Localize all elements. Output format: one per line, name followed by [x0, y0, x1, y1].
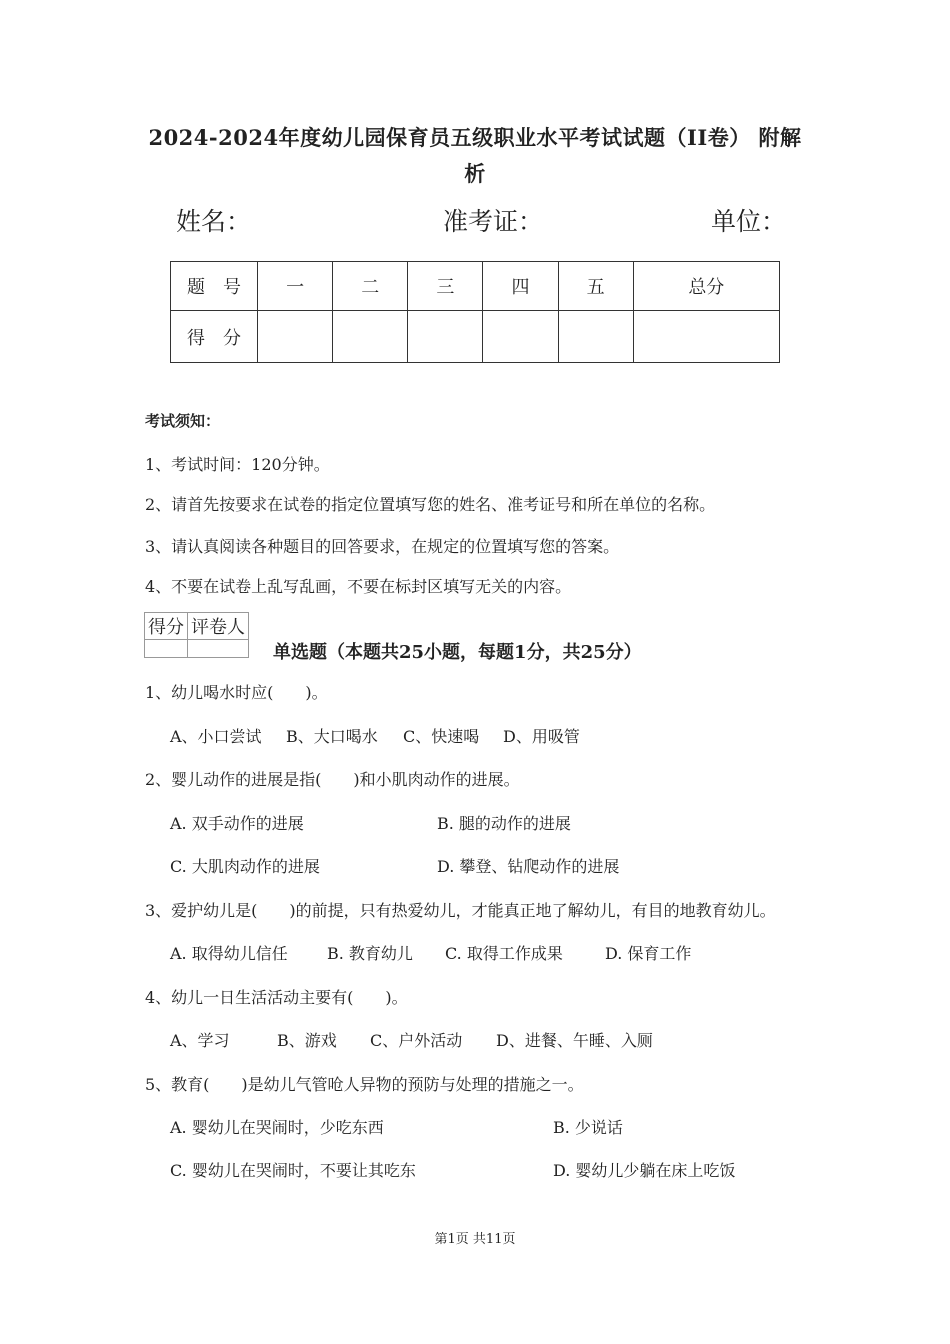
- notice-item: 2、请首先按要求在试卷的指定位置填写您的姓名、准考证号和所在单位的名称。: [145, 495, 716, 514]
- candidate-fields: [0, 198, 950, 242]
- question-stem: 4、幼儿一日生活活动主要有( )。: [145, 988, 408, 1007]
- header-cell: 一: [258, 262, 333, 311]
- header-cell: 总分: [633, 262, 779, 311]
- header-cell: 二: [333, 262, 408, 311]
- question-option: A、学习: [170, 1031, 230, 1050]
- question-option: C. 婴幼儿在哭闹时，不要让其吃东: [170, 1161, 416, 1180]
- question-stem: 5、教育( )是幼儿气管呛人异物的预防与处理的措施之一。: [145, 1075, 584, 1094]
- notice-heading: 考试须知：: [145, 412, 221, 430]
- score-header-row: [171, 262, 780, 311]
- score-cell[interactable]: [408, 311, 483, 363]
- question-option: B. 教育幼儿: [327, 944, 413, 963]
- score-cell[interactable]: [633, 311, 779, 363]
- question-option: A. 取得幼儿信任: [170, 944, 288, 963]
- unit-label: 单位：: [711, 207, 787, 236]
- name-label: 姓名：: [176, 207, 252, 236]
- notice-item: 4、不要在试卷上乱写乱画，不要在标封区填写无关的内容。: [145, 577, 572, 596]
- question-option: B、大口喝水: [286, 727, 378, 746]
- score-cell[interactable]: [333, 311, 408, 363]
- question-stem: 1、幼儿喝水时应( )。: [145, 683, 328, 702]
- question-option: D、进餐、午睡、入厕: [496, 1031, 653, 1050]
- score-value-row: [171, 311, 780, 363]
- question-option: B. 少说话: [553, 1118, 623, 1137]
- notice-item: 1、考试时间：120分钟。: [145, 455, 330, 474]
- question-option: C. 取得工作成果: [445, 944, 563, 963]
- question-option: D. 婴幼儿少躺在床上吃饭: [553, 1161, 736, 1180]
- score-table: [170, 261, 780, 363]
- exam-id-label: 准考证：: [443, 207, 544, 236]
- row-label: 得 分: [171, 311, 258, 363]
- score-cell[interactable]: [483, 311, 558, 363]
- page-footer: 第1页 共11页: [434, 1232, 516, 1247]
- header-cell: 四: [483, 262, 558, 311]
- question-option: A、小口尝试: [170, 727, 262, 746]
- question-option: C、快速喝: [403, 727, 480, 746]
- score-cell[interactable]: [258, 311, 333, 363]
- document-title: [110, 120, 840, 192]
- question-option: C、户外活动: [370, 1031, 463, 1050]
- grader-score-label: 得分: [145, 613, 188, 640]
- grader-score-cell[interactable]: [145, 640, 188, 658]
- score-cell[interactable]: [558, 311, 633, 363]
- question-option: D、用吸管: [503, 727, 580, 746]
- grader-reviewer-label: 评卷人: [188, 613, 249, 640]
- title-line-1: 2024-2024年度幼儿园保育员五级职业水平考试试题（II卷） 附解: [148, 125, 802, 150]
- question-option: A. 双手动作的进展: [170, 814, 304, 833]
- question-option: C. 大肌肉动作的进展: [170, 857, 320, 876]
- section-title: 单选题（本题共25小题，每题1分，共25分）: [273, 642, 642, 663]
- question-stem: 2、婴儿动作的进展是指( )和小肌肉动作的进展。: [145, 770, 520, 789]
- grader-box: [144, 612, 249, 658]
- question-option: D. 攀登、钻爬动作的进展: [437, 857, 620, 876]
- question-option: D. 保育工作: [605, 944, 692, 963]
- notice-item: 3、请认真阅读各种题目的回答要求，在规定的位置填写您的答案。: [145, 537, 620, 556]
- question-option: B. 腿的动作的进展: [437, 814, 571, 833]
- header-cell: 题 号: [171, 262, 258, 311]
- question-stem: 3、爱护幼儿是( )的前提，只有热爱幼儿，才能真正地了解幼儿，有目的地教育幼儿。: [145, 901, 776, 920]
- header-cell: 五: [558, 262, 633, 311]
- question-option: A. 婴幼儿在哭闹时，少吃东西: [170, 1118, 384, 1137]
- header-cell: 三: [408, 262, 483, 311]
- question-option: B、游戏: [277, 1031, 337, 1050]
- grader-reviewer-cell[interactable]: [188, 640, 249, 658]
- title-line-2: 析: [464, 161, 486, 186]
